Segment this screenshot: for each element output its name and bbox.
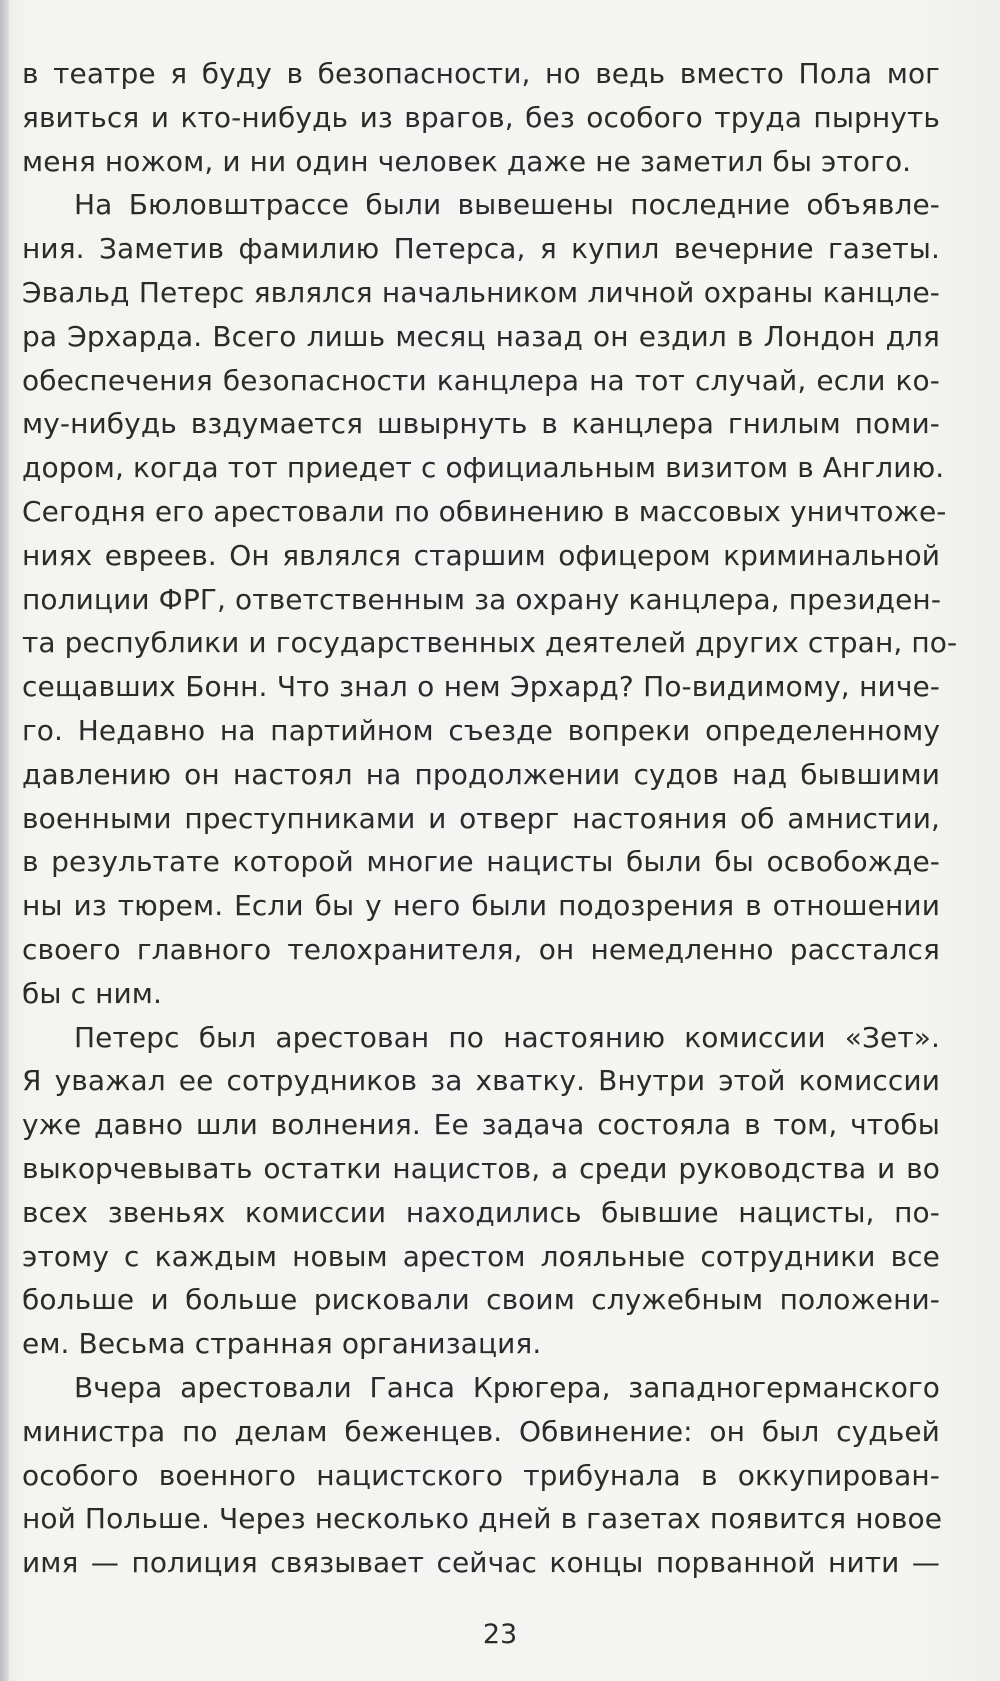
text-line: На Бюловштрассе были вывешены последние объявле- [74, 188, 940, 222]
text-line: Я уважал ее сотрудников за хватку. Внутри этой комиссии [22, 1064, 940, 1098]
text-line: меня ножом, и ни один человек даже не заметил бы этого. [22, 144, 912, 178]
text-line: Вчера арестовали Ганса Крюгера, западногерманского [74, 1370, 940, 1404]
text-line: этому с каждым новым арестом лояльные сотрудники все [22, 1239, 940, 1273]
text-line: давлению он настоял на продолжении судов над бывшими [22, 757, 940, 791]
text-line: выкорчевывать остатки нацистов, а среди руководства и во [22, 1151, 940, 1185]
text-line: особого военного нацистского трибунала в оккупирован- [22, 1458, 940, 1492]
text-line: всех звеньях комиссии находились бывшие нацисты, по- [22, 1195, 940, 1229]
text-line: уже давно шли волнения. Ее задача состояла в том, чтобы [22, 1108, 940, 1142]
text-line: та республики и государственных деятелей других стран, по- [22, 626, 958, 660]
text-line: му-нибудь вздумается швырнуть в канцлера гнилым поми- [22, 407, 940, 441]
text-line: ра Эрхарда. Всего лишь месяц назад он ездил в Лондон для [22, 319, 940, 353]
text-line: полиции ФРГ, ответственным за охрану канцлера, президен- [22, 582, 942, 616]
text-line: в результате которой многие нацисты были бы освобожде- [22, 845, 940, 879]
page-edge-shadow [0, 0, 9, 1681]
text-line: больше и больше рисковали своим служебным положени- [22, 1283, 940, 1317]
text-line: имя — полиция связывает сейчас концы порванной нити — [22, 1546, 940, 1580]
text-line: дором, когда тот приедет с официальным визитом в Англию. [22, 451, 945, 485]
text-line: ной Польше. Через несколько дней в газетах появится новое [22, 1502, 943, 1536]
text-line: Петерс был арестован по настоянию комиссии «Зет». [74, 1020, 940, 1054]
body-text [22, 52, 958, 1585]
text-line: военными преступниками и отверг настояния об амнистии, [22, 801, 940, 835]
text-line: ниях евреев. Он являлся старшим офицером криминальной [22, 538, 940, 572]
text-line: Сегодня его арестовали по обвинению в массовых уничтоже- [22, 494, 947, 528]
text-line: бы с ним. [22, 976, 162, 1010]
text-line: сещавших Бонн. Что знал о нем Эрхард? По-видимому, ниче- [22, 670, 940, 704]
text-line: ны из тюрем. Если бы у него были подозрения в отношении [22, 889, 940, 923]
text-line: го. Недавно на партийном съезде вопреки определенному [22, 713, 940, 747]
text-line: своего главного телохранителя, он немедленно расстался [22, 932, 940, 966]
text-line: обеспечения безопасности канцлера на тот случай, если ко- [22, 363, 940, 397]
text-line: в театре я буду в безопасности, но ведь вместо Пола мог [22, 57, 940, 90]
text-line: ем. Весьма странная организация. [22, 1327, 542, 1361]
text-line: Эвальд Петерс являлся начальником личной охраны канцле- [22, 275, 940, 309]
text-line: ния. Заметив фамилию Петерса, я купил вечерние газеты. [22, 232, 940, 266]
text-line: явиться и кто-нибудь из врагов, без особого труда пырнуть [22, 100, 940, 134]
text-line: министра по делам беженцев. Обвинение: он был судьей [22, 1414, 940, 1448]
page-number: 23 [482, 1619, 518, 1650]
